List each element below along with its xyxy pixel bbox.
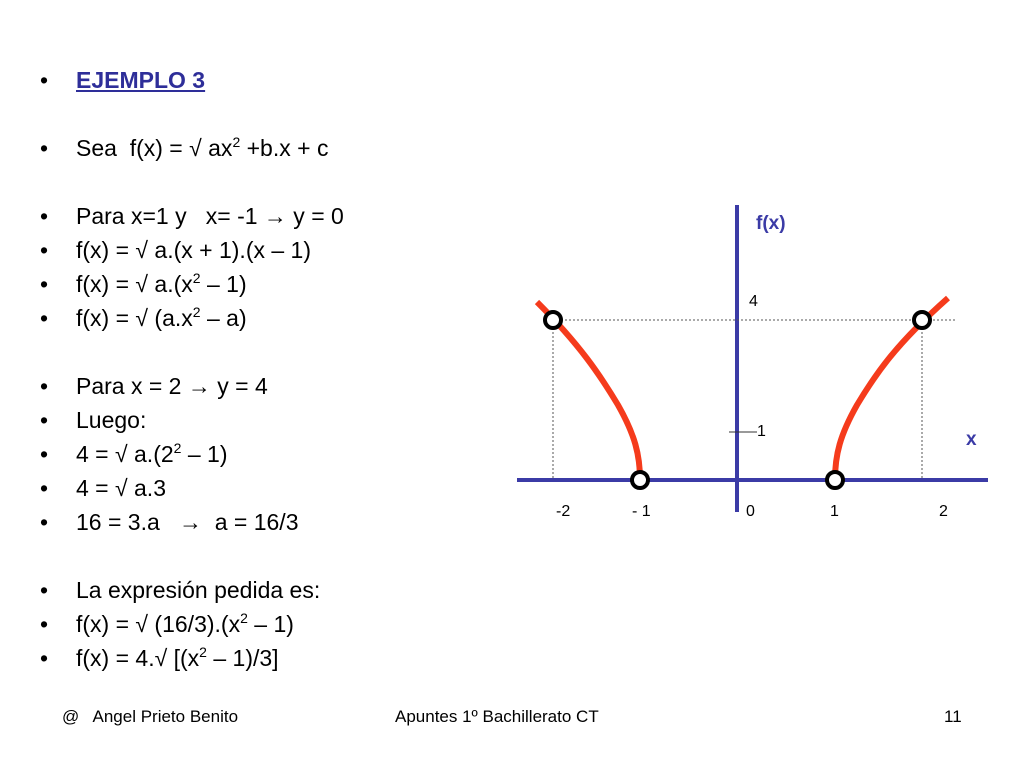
text-segment: +b.x + c bbox=[240, 135, 329, 161]
x-tick-label-neg1: - 1 bbox=[632, 503, 651, 520]
bullet-dot: • bbox=[40, 67, 49, 93]
bullet-dot: • bbox=[40, 203, 49, 229]
y-tick-label-4: 4 bbox=[749, 293, 758, 310]
exponent: 2 bbox=[240, 610, 248, 626]
text-segment: 16 = 3.a → a = 16/3 bbox=[76, 509, 299, 535]
text-segment: f(x) = √ (a.x bbox=[76, 305, 193, 331]
text-segment: f(x) = √ a.(x + 1).(x – 1) bbox=[76, 237, 312, 263]
point-neg1-0 bbox=[632, 472, 648, 488]
footer-page-number: 11 bbox=[944, 707, 962, 726]
text-segment: La expresión pedida es: bbox=[76, 577, 321, 603]
text-segment: Sea f(x) = √ ax bbox=[76, 135, 233, 161]
text-segment: f(x) = √ a.(x bbox=[76, 271, 193, 297]
bullet-dot: • bbox=[40, 305, 49, 331]
exponent: 2 bbox=[173, 440, 182, 456]
x-tick-label-1: 1 bbox=[830, 503, 839, 520]
bullet-dot: • bbox=[40, 271, 49, 297]
footer-author: @ Angel Prieto Benito bbox=[62, 707, 239, 726]
exponent: 2 bbox=[192, 270, 201, 286]
exponent: 2 bbox=[192, 304, 201, 320]
x-tick-label-neg2: -2 bbox=[556, 503, 571, 520]
y-tick-label-1: 1 bbox=[757, 423, 766, 440]
x-tick-label-2: 2 bbox=[939, 503, 948, 520]
text-segment: – 1) bbox=[200, 271, 247, 297]
bullet-dot: • bbox=[40, 407, 49, 433]
exponent: 2 bbox=[199, 644, 207, 660]
right-curve bbox=[835, 298, 948, 480]
text-segment: – a) bbox=[200, 305, 247, 331]
footer-course: Apuntes 1º Bachillerato CT bbox=[395, 707, 599, 726]
text-segment: Luego: bbox=[76, 407, 147, 433]
x-axis-label: x bbox=[966, 429, 977, 450]
text-segment: f(x) = √ (16/3).(x bbox=[76, 611, 241, 637]
bullet-dot: • bbox=[40, 611, 49, 637]
text-segment: – 1)/3] bbox=[206, 645, 279, 671]
y-axis-label: f(x) bbox=[756, 213, 786, 234]
bullet-dot: • bbox=[40, 577, 49, 603]
point-neg2-4 bbox=[545, 312, 561, 328]
exponent: 2 bbox=[232, 134, 241, 150]
bullet-dot: • bbox=[40, 509, 49, 535]
text-segment: f(x) = 4.√ [(x bbox=[76, 645, 200, 671]
text-segment: 4 = √ a.(2 bbox=[76, 441, 174, 467]
point-1-0 bbox=[827, 472, 843, 488]
bullet-dot: • bbox=[40, 475, 49, 501]
bullet-dot: • bbox=[40, 645, 49, 671]
text-segment: EJEMPLO 3 bbox=[76, 67, 206, 93]
text-segment: – 1) bbox=[181, 441, 228, 467]
point-2-4 bbox=[914, 312, 930, 328]
bullet-dot: • bbox=[40, 441, 49, 467]
bullet-dot: • bbox=[40, 237, 49, 263]
x-tick-label-0: 0 bbox=[746, 503, 755, 520]
text-segment: Para x=1 y x= -1 → y = 0 bbox=[76, 203, 344, 229]
text-segment: 4 = √ a.3 bbox=[76, 475, 166, 501]
bullet-dot: • bbox=[40, 373, 49, 399]
bullet-dot: • bbox=[40, 135, 49, 161]
text-segment: Para x = 2 → y = 4 bbox=[76, 373, 268, 399]
text-segment: – 1) bbox=[247, 611, 294, 637]
